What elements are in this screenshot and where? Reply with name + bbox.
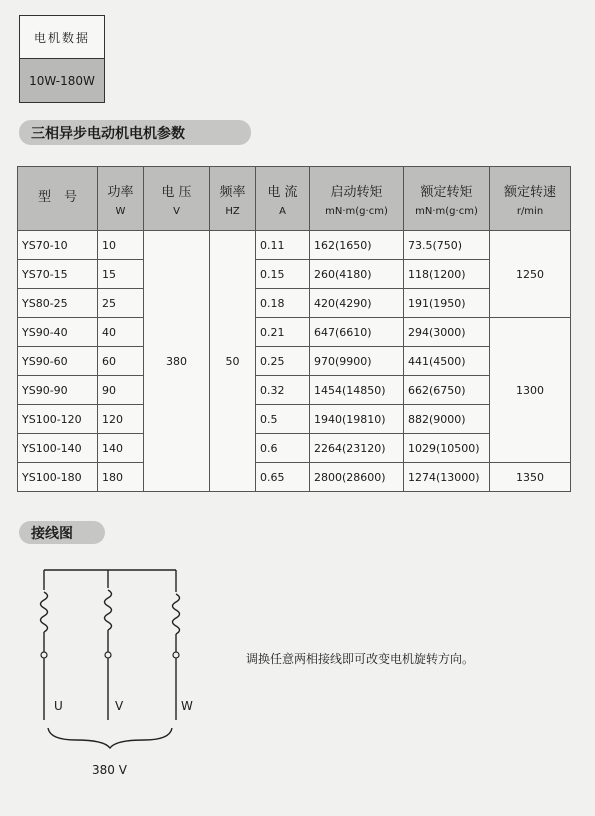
terminal-dot-u bbox=[41, 652, 47, 658]
cell-start-torque: 647(6610) bbox=[310, 318, 404, 347]
coil-u bbox=[41, 592, 48, 632]
cell-rated-torque: 118(1200) bbox=[404, 260, 490, 289]
cell-model: YS100-180 bbox=[18, 463, 98, 492]
cell-rated-torque: 441(4500) bbox=[404, 347, 490, 376]
cell-start-torque: 420(4290) bbox=[310, 289, 404, 318]
cell-current: 0.6 bbox=[256, 434, 310, 463]
cell-model: YS100-120 bbox=[18, 405, 98, 434]
cell-start-torque: 2264(23120) bbox=[310, 434, 404, 463]
terminal-dot-v bbox=[105, 652, 111, 658]
tag-title: 电机数据 bbox=[20, 16, 104, 59]
terminal-label-w: W bbox=[181, 699, 193, 713]
cell-power: 15 bbox=[98, 260, 144, 289]
header-rated-speed: 额定转速 r/min bbox=[490, 167, 571, 231]
cell-current: 0.65 bbox=[256, 463, 310, 492]
section-title: 三相异步电动机电机参数 bbox=[19, 120, 251, 145]
cell-rated-torque: 294(3000) bbox=[404, 318, 490, 347]
cell-model: YS90-90 bbox=[18, 376, 98, 405]
cell-rated-speed: 1250 bbox=[490, 231, 571, 318]
cell-power: 25 bbox=[98, 289, 144, 318]
cell-model: YS100-140 bbox=[18, 434, 98, 463]
header-rated-torque: 额定转矩 mN·m(g·cm) bbox=[404, 167, 490, 231]
cell-start-torque: 970(9900) bbox=[310, 347, 404, 376]
cell-current: 0.11 bbox=[256, 231, 310, 260]
terminal-brace bbox=[48, 728, 172, 748]
cell-start-torque: 260(4180) bbox=[310, 260, 404, 289]
supply-voltage-label: 380 V bbox=[92, 763, 127, 777]
header-model: 型 号 bbox=[18, 167, 98, 231]
cell-current: 0.25 bbox=[256, 347, 310, 376]
cell-rated-torque: 1029(10500) bbox=[404, 434, 490, 463]
header-frequency: 频率 HZ bbox=[210, 167, 256, 231]
cell-power: 40 bbox=[98, 318, 144, 347]
cell-rated-torque: 1274(13000) bbox=[404, 463, 490, 492]
cell-power: 140 bbox=[98, 434, 144, 463]
terminal-label-v: V bbox=[115, 699, 124, 713]
cell-start-torque: 2800(28600) bbox=[310, 463, 404, 492]
cell-current: 0.18 bbox=[256, 289, 310, 318]
header-power: 功率 W bbox=[98, 167, 144, 231]
cell-model: YS90-40 bbox=[18, 318, 98, 347]
cell-start-torque: 1940(19810) bbox=[310, 405, 404, 434]
cell-current: 0.5 bbox=[256, 405, 310, 434]
cell-rated-torque: 73.5(750) bbox=[404, 231, 490, 260]
cell-model: YS90-60 bbox=[18, 347, 98, 376]
cell-rated-speed: 1300 bbox=[490, 318, 571, 463]
cell-power: 60 bbox=[98, 347, 144, 376]
terminal-dot-w bbox=[173, 652, 179, 658]
cell-model: YS80-25 bbox=[18, 289, 98, 318]
cell-current: 0.32 bbox=[256, 376, 310, 405]
cell-current: 0.15 bbox=[256, 260, 310, 289]
cell-model: YS70-15 bbox=[18, 260, 98, 289]
cell-power: 180 bbox=[98, 463, 144, 492]
cell-rated-torque: 662(6750) bbox=[404, 376, 490, 405]
cell-voltage: 380 bbox=[144, 231, 210, 492]
cell-start-torque: 162(1650) bbox=[310, 231, 404, 260]
header-start-torque: 启动转矩 mN·m(g·cm) bbox=[310, 167, 404, 231]
cell-power: 90 bbox=[98, 376, 144, 405]
cell-power: 10 bbox=[98, 231, 144, 260]
cell-rated-speed: 1350 bbox=[490, 463, 571, 492]
header-voltage: 电 压 V bbox=[144, 167, 210, 231]
coil-v bbox=[105, 590, 112, 630]
wiring-title: 接线图 bbox=[19, 521, 105, 544]
cell-start-torque: 1454(14850) bbox=[310, 376, 404, 405]
header-current: 电 流 A bbox=[256, 167, 310, 231]
cell-frequency: 50 bbox=[210, 231, 256, 492]
terminal-label-u: U bbox=[54, 699, 63, 713]
cell-power: 120 bbox=[98, 405, 144, 434]
wiring-note: 调换任意两相接线即可改变电机旋转方向。 bbox=[246, 652, 475, 666]
tag-power-range: 10W-180W bbox=[20, 59, 104, 102]
cell-current: 0.21 bbox=[256, 318, 310, 347]
coil-w bbox=[173, 594, 180, 634]
cell-rated-torque: 191(1950) bbox=[404, 289, 490, 318]
cell-model: YS70-10 bbox=[18, 231, 98, 260]
cell-rated-torque: 882(9000) bbox=[404, 405, 490, 434]
